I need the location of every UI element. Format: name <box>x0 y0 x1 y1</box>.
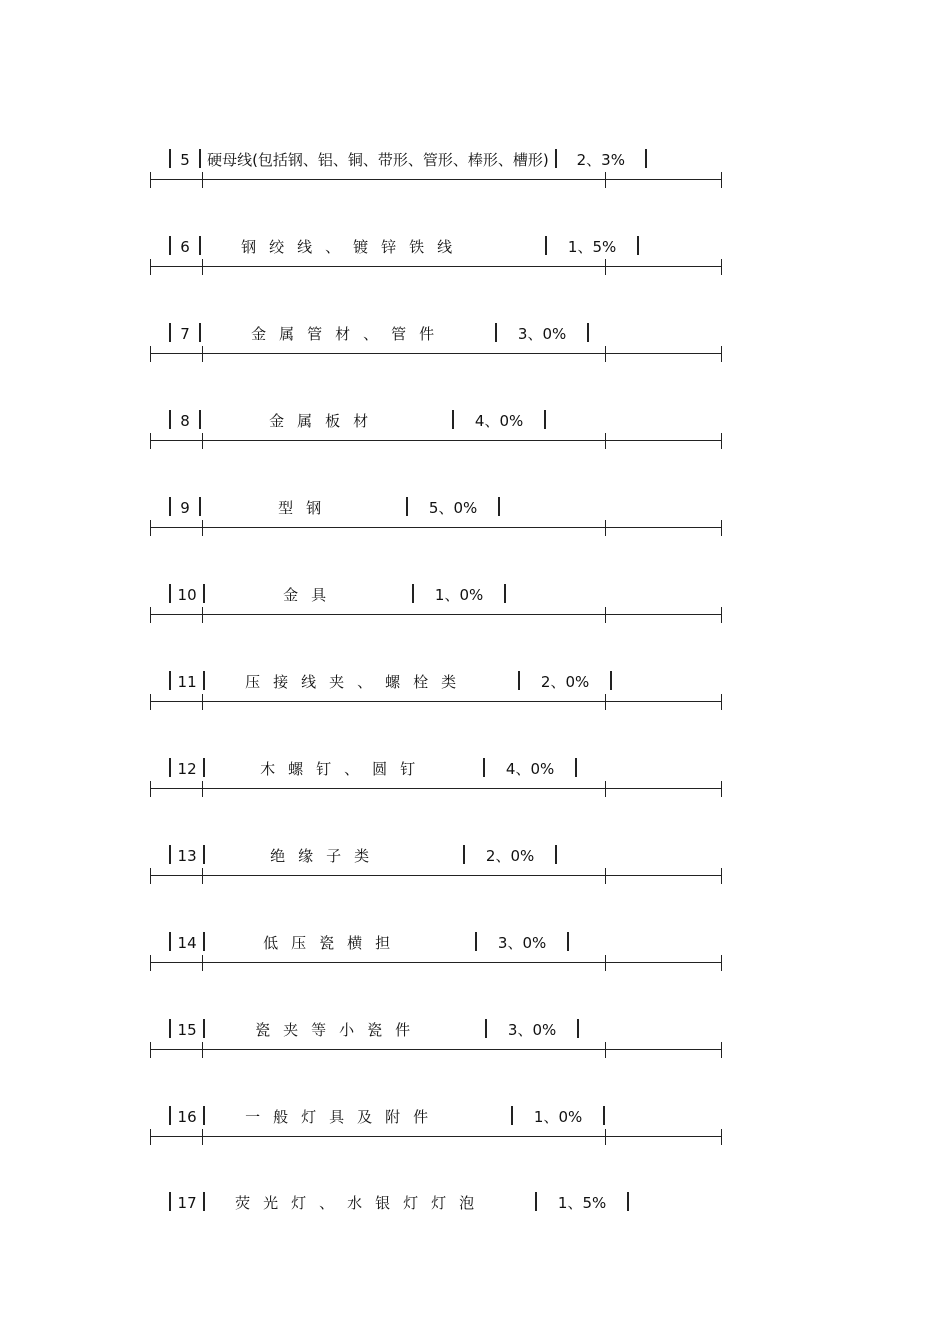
row-divider <box>150 868 722 884</box>
column-bar <box>637 236 639 255</box>
loss-rate: 2、0% <box>485 847 535 865</box>
loss-rate: 1、0% <box>533 1108 583 1126</box>
table-row <box>150 1167 629 1212</box>
column-bar <box>575 758 577 777</box>
material-name: 木螺钉、圆钉 <box>260 760 429 778</box>
row-number: 10 <box>177 586 197 604</box>
material-name: 荧光灯、水银灯灯泡 <box>235 1194 488 1212</box>
material-name: 压接线夹、螺栓类 <box>245 673 470 691</box>
table-row <box>150 820 557 865</box>
material-name: 硬母线(包括钢、铝、铜、带形、管形、棒形、槽形) <box>207 151 549 169</box>
column-bar <box>603 1106 605 1125</box>
row-number: 8 <box>180 412 190 430</box>
material-name: 钢绞线、镀锌铁线 <box>241 238 466 256</box>
material-name: 绝缘子类 <box>270 847 383 865</box>
row-divider <box>150 259 722 275</box>
loss-rate: 5、0% <box>428 499 478 517</box>
column-bar <box>555 845 557 864</box>
row-number: 7 <box>180 325 190 343</box>
row-number: 17 <box>177 1194 197 1212</box>
loss-rate: 3、0% <box>517 325 567 343</box>
material-name: 金具 <box>283 586 340 604</box>
row-number: 14 <box>177 934 197 952</box>
column-bar <box>610 671 612 690</box>
material-name: 金属管材、管件 <box>251 325 448 343</box>
table-row <box>150 1081 605 1126</box>
table-row <box>150 994 579 1039</box>
row-divider <box>150 694 722 710</box>
loss-rate: 1、5% <box>557 1194 607 1212</box>
row-number: 5 <box>180 151 190 169</box>
material-name: 型钢 <box>278 499 335 517</box>
material-name: 低压瓷横担 <box>263 934 404 952</box>
column-bar <box>577 1019 579 1038</box>
table-row <box>150 472 500 517</box>
material-name: 一般灯具及附件 <box>245 1108 442 1126</box>
column-bar <box>544 410 546 429</box>
loss-rate: 3、0% <box>507 1021 557 1039</box>
row-number: 9 <box>180 499 190 517</box>
loss-rate: 4、0% <box>474 412 524 430</box>
column-bar <box>504 584 506 603</box>
row-number: 6 <box>180 238 190 256</box>
row-divider <box>150 781 722 797</box>
column-bar <box>645 149 647 168</box>
row-divider <box>150 346 722 362</box>
column-bar <box>587 323 589 342</box>
row-divider <box>150 172 722 188</box>
row-divider <box>150 955 722 971</box>
table-row <box>150 124 647 169</box>
row-divider <box>150 433 722 449</box>
row-divider <box>150 1129 722 1145</box>
loss-rate: 4、0% <box>505 760 555 778</box>
table-row <box>150 211 639 256</box>
column-bar <box>498 497 500 516</box>
row-divider <box>150 607 722 623</box>
table-row <box>150 385 546 430</box>
row-number: 15 <box>177 1021 197 1039</box>
loss-rate: 2、0% <box>540 673 590 691</box>
row-divider <box>150 1042 722 1058</box>
loss-rate: 3、0% <box>497 934 547 952</box>
table-row <box>150 733 577 778</box>
loss-rate: 1、0% <box>434 586 484 604</box>
table-row <box>150 559 506 604</box>
row-divider <box>150 520 722 536</box>
table-row <box>150 298 589 343</box>
table-row <box>150 646 612 691</box>
loss-rate: 1、5% <box>567 238 617 256</box>
row-number: 13 <box>177 847 197 865</box>
row-number: 16 <box>177 1108 197 1126</box>
column-bar <box>567 932 569 951</box>
loss-rate: 2、3% <box>576 151 625 169</box>
column-bar <box>627 1192 629 1211</box>
row-number: 11 <box>177 673 197 691</box>
table-row <box>150 907 569 952</box>
material-name: 瓷夹等小瓷件 <box>255 1021 424 1039</box>
row-number: 12 <box>177 760 197 778</box>
material-name: 金属板材 <box>269 412 382 430</box>
